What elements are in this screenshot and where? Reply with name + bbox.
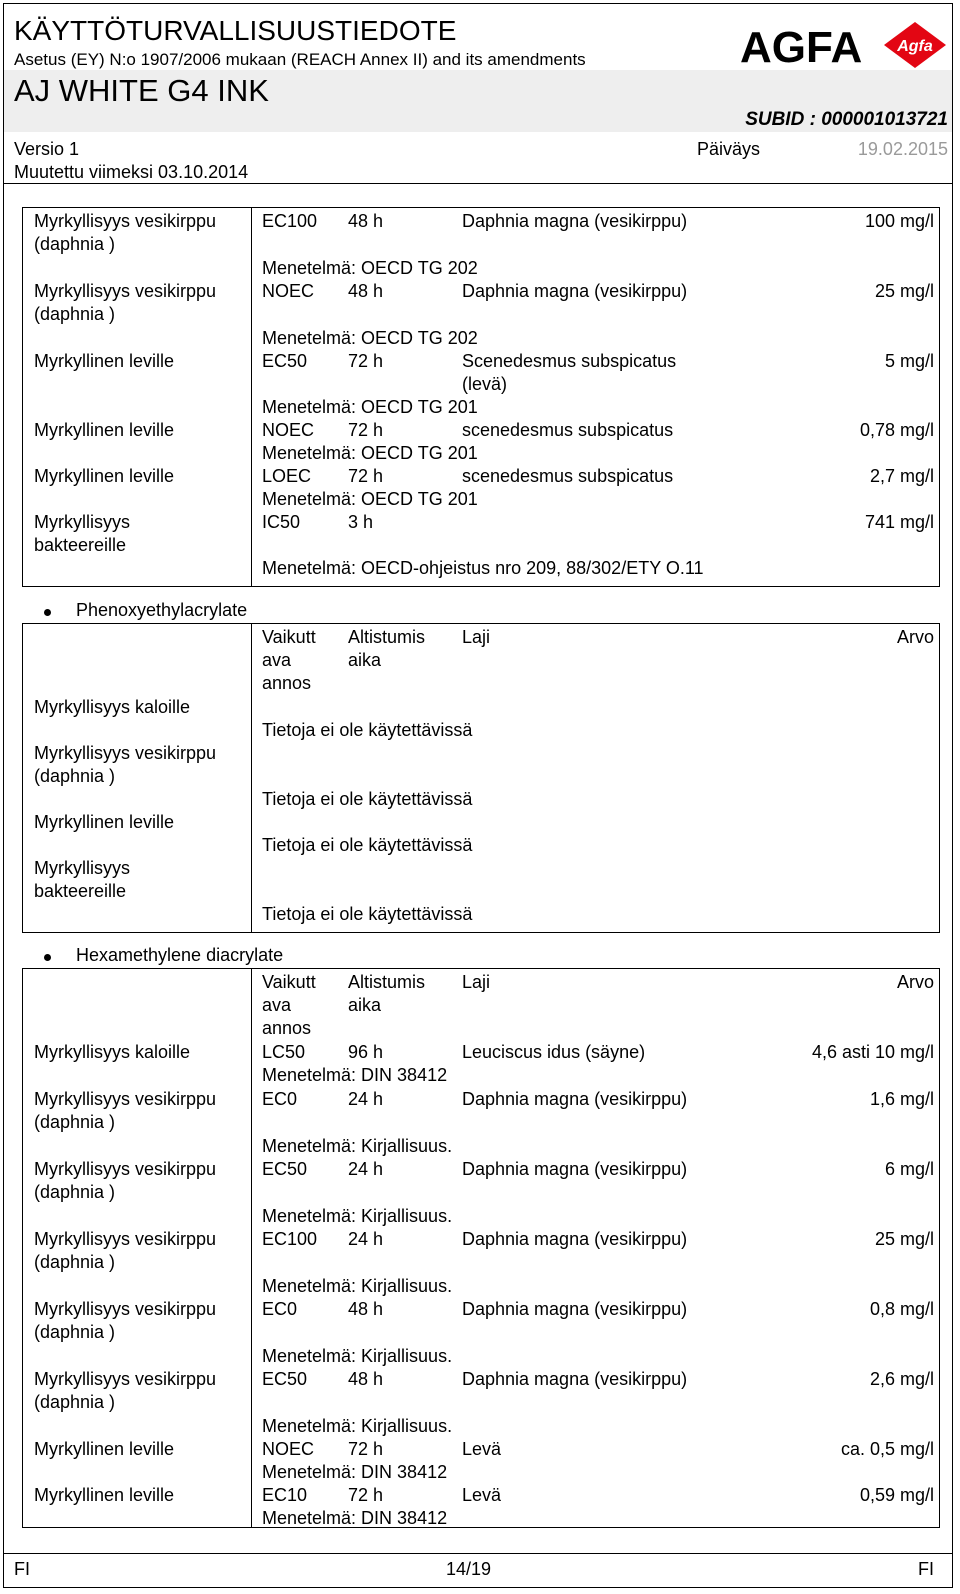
t2-row3-endpoint: Myrkyllinen leville	[34, 812, 175, 832]
t3-row5-type: EC0	[262, 1299, 298, 1319]
t3-row7-species: Levä	[462, 1439, 502, 1459]
t3-header-time: Altistumis	[348, 972, 426, 992]
footer-divider	[4, 1553, 952, 1554]
t1-row3-species-2: (levä)	[462, 374, 508, 394]
t1-row5-time: 72 h	[348, 466, 384, 486]
table-1	[22, 207, 940, 587]
agfa-logo-wordmark: AGFA	[740, 23, 863, 70]
t2-row3-note: Tietoja ei ole käytettävissä	[262, 835, 473, 855]
t3-row6-endpoint: Myrkyllisyys vesikirppu	[34, 1369, 217, 1389]
t3-header-type-2: ava	[262, 995, 292, 1015]
t3-row3-species: Daphnia magna (vesikirppu)	[462, 1159, 688, 1179]
t1-row2-type: NOEC	[262, 281, 315, 301]
t3-row5-time: 48 h	[348, 1299, 384, 1319]
version: Versio 1	[14, 139, 80, 159]
t2-header-type-2: ava	[262, 650, 292, 670]
t1-row4-species: scenedesmus subspicatus	[462, 420, 674, 440]
t3-row3-value: 6 mg/l	[884, 1159, 934, 1179]
t1-row1-value: 100 mg/l	[864, 211, 934, 231]
t3-row5-species: Daphnia magna (vesikirppu)	[462, 1299, 688, 1319]
t2-header-type-3: annos	[262, 673, 312, 693]
t3-row5-method: Menetelmä: Kirjallisuus.	[262, 1346, 453, 1366]
t3-row4-method: Menetelmä: Kirjallisuus.	[262, 1276, 453, 1296]
t3-row2-endpoint-2: (daphnia )	[34, 1112, 116, 1132]
t3-row4-endpoint: Myrkyllisyys vesikirppu	[34, 1229, 217, 1249]
t1-row1-time: 48 h	[348, 211, 384, 231]
t3-row5-endpoint-2: (daphnia )	[34, 1322, 116, 1342]
section-title-hexamethylene-diacrylate: Hexamethylene diacrylate	[76, 945, 284, 965]
t1-row2-endpoint-2: (daphnia )	[34, 304, 116, 324]
section-title-phenoxyethylacrylate: Phenoxyethylacrylate	[76, 600, 248, 620]
t3-row3-type: EC50	[262, 1159, 308, 1179]
t3-row4-type: EC100	[262, 1229, 318, 1249]
t2-header-time: Altistumis	[348, 627, 426, 647]
t3-row2-species: Daphnia magna (vesikirppu)	[462, 1089, 688, 1109]
t3-row5-value: 0,8 mg/l	[869, 1299, 934, 1319]
t2-row2-endpoint: Myrkyllisyys vesikirppu	[34, 743, 217, 763]
t1-row5-species: scenedesmus subspicatus	[462, 466, 674, 486]
t1-row6-type: IC50	[262, 512, 301, 532]
t3-row8-endpoint: Myrkyllinen leville	[34, 1485, 175, 1505]
t3-row2-method: Menetelmä: Kirjallisuus.	[262, 1136, 453, 1156]
footer-language-right: FI	[918, 1559, 934, 1579]
t1-row3-value: 5 mg/l	[884, 351, 934, 371]
t1-row4-type: NOEC	[262, 420, 315, 440]
t1-row4-method: Menetelmä: OECD TG 201	[262, 443, 478, 463]
t3-header-time-2: aika	[348, 995, 382, 1015]
document-title: KÄYTTÖTURVALLISUUSTIEDOTE	[14, 15, 457, 46]
t2-header-time-2: aika	[348, 650, 382, 670]
t1-row2-method: Menetelmä: OECD TG 202	[262, 328, 478, 348]
t1-row4-value: 0,78 mg/l	[859, 420, 934, 440]
footer-page-number: 14/19	[446, 1559, 492, 1579]
t1-row1-type: EC100	[262, 211, 318, 231]
t1-row2-time: 48 h	[348, 281, 384, 301]
t3-row8-species: Levä	[462, 1485, 502, 1505]
t1-row3-method: Menetelmä: OECD TG 201	[262, 397, 478, 417]
t1-row5-method: Menetelmä: OECD TG 201	[262, 489, 478, 509]
t3-row6-value: 2,6 mg/l	[869, 1369, 934, 1389]
t1-row5-value: 2,7 mg/l	[869, 466, 934, 486]
t3-row6-time: 48 h	[348, 1369, 384, 1389]
t3-row8-type: EC10	[262, 1485, 308, 1505]
t3-row1-time: 96 h	[348, 1042, 384, 1062]
t3-row1-type: LC50	[262, 1042, 306, 1062]
t1-row6-endpoint-2: bakteereille	[34, 535, 127, 555]
t3-row8-value: 0,59 mg/l	[859, 1485, 934, 1505]
t3-row3-endpoint: Myrkyllisyys vesikirppu	[34, 1159, 217, 1179]
t1-row4-endpoint: Myrkyllinen leville	[34, 420, 175, 440]
t1-row1-endpoint-2: (daphnia )	[34, 234, 116, 254]
t3-row6-endpoint-2: (daphnia )	[34, 1392, 116, 1412]
t2-row2-endpoint-2: (daphnia )	[34, 766, 116, 786]
t3-row1-species: Leuciscus idus (säyne)	[462, 1042, 646, 1062]
t3-row4-value: 25 mg/l	[874, 1229, 934, 1249]
t3-row7-time: 72 h	[348, 1439, 384, 1459]
t1-row2-value: 25 mg/l	[874, 281, 934, 301]
date-value: 19.02.2015	[857, 139, 948, 159]
t3-row4-endpoint-2: (daphnia )	[34, 1252, 116, 1272]
t2-row4-endpoint: Myrkyllisyys	[34, 858, 130, 878]
t3-row5-endpoint: Myrkyllisyys vesikirppu	[34, 1299, 217, 1319]
t2-header-type: Vaikutt	[262, 627, 316, 647]
t3-row1-endpoint: Myrkyllisyys kaloille	[34, 1042, 191, 1062]
t3-row2-type: EC0	[262, 1089, 298, 1109]
t2-row4-note: Tietoja ei ole käytettävissä	[262, 904, 473, 924]
t3-row2-endpoint: Myrkyllisyys vesikirppu	[34, 1089, 217, 1109]
t3-row7-value: ca. 0,5 mg/l	[840, 1439, 934, 1459]
t3-row7-method: Menetelmä: DIN 38412	[262, 1462, 448, 1482]
t1-row5-endpoint: Myrkyllinen leville	[34, 466, 175, 486]
t3-header-value: Arvo	[896, 972, 934, 992]
t3-row6-type: EC50	[262, 1369, 308, 1389]
table-2	[22, 623, 940, 933]
t1-row3-endpoint: Myrkyllinen leville	[34, 351, 175, 371]
footer-language-left: FI	[14, 1559, 30, 1579]
agfa-logo-badge-text: Agfa	[897, 38, 933, 55]
t2-row1-endpoint: Myrkyllisyys kaloille	[34, 697, 191, 717]
t1-row6-time: 3 h	[348, 512, 374, 532]
t1-row1-endpoint: Myrkyllisyys vesikirppu	[34, 211, 217, 231]
t1-row2-species: Daphnia magna (vesikirppu)	[462, 281, 688, 301]
t3-row7-type: NOEC	[262, 1439, 315, 1459]
t3-row6-method: Menetelmä: Kirjallisuus.	[262, 1416, 453, 1436]
regulation-text: Asetus (EY) N:o 1907/2006 mukaan (REACH Annex II) and its amendments	[14, 50, 586, 69]
subid: SUBID : 000001013721	[745, 109, 948, 130]
date-label: Päiväys	[696, 139, 760, 159]
t1-row6-value: 741 mg/l	[864, 512, 934, 532]
t3-header-type: Vaikutt	[262, 972, 316, 992]
t3-row3-method: Menetelmä: Kirjallisuus.	[262, 1206, 453, 1226]
t3-row3-time: 24 h	[348, 1159, 384, 1179]
t3-row3-endpoint-2: (daphnia )	[34, 1182, 116, 1202]
t1-row6-method: Menetelmä: OECD-ohjeistus nro 209, 88/302/ETY O.11	[262, 558, 704, 578]
t1-row3-time: 72 h	[348, 351, 384, 371]
t1-row5-type: LOEC	[262, 466, 312, 486]
section-bullet	[44, 609, 51, 616]
t1-row3-type: EC50	[262, 351, 308, 371]
t3-header-type-3: annos	[262, 1018, 312, 1038]
t3-row8-time: 72 h	[348, 1485, 384, 1505]
t2-header-value: Arvo	[896, 627, 934, 647]
t1-row3-species: Scenedesmus subspicatus	[462, 351, 677, 371]
t3-row4-time: 24 h	[348, 1229, 384, 1249]
t1-row6-endpoint: Myrkyllisyys	[34, 512, 130, 532]
t3-row2-time: 24 h	[348, 1089, 384, 1109]
t1-row4-time: 72 h	[348, 420, 384, 440]
t2-row2-note: Tietoja ei ole käytettävissä	[262, 789, 473, 809]
t3-row7-endpoint: Myrkyllinen leville	[34, 1439, 175, 1459]
t2-row4-endpoint-2: bakteereille	[34, 881, 127, 901]
t1-row1-species: Daphnia magna (vesikirppu)	[462, 211, 688, 231]
header-divider	[4, 183, 952, 184]
t2-row1-note: Tietoja ei ole käytettävissä	[262, 720, 473, 740]
t1-row2-endpoint: Myrkyllisyys vesikirppu	[34, 281, 217, 301]
t3-row2-value: 1,6 mg/l	[869, 1089, 934, 1109]
t3-row1-value: 4,6 asti 10 mg/l	[811, 1042, 934, 1062]
agfa-logo	[740, 20, 950, 70]
t3-row4-species: Daphnia magna (vesikirppu)	[462, 1229, 688, 1249]
t3-row6-species: Daphnia magna (vesikirppu)	[462, 1369, 688, 1389]
t1-row1-method: Menetelmä: OECD TG 202	[262, 258, 478, 278]
t3-row1-method: Menetelmä: DIN 38412	[262, 1065, 448, 1085]
product-name: AJ WHITE G4 INK	[14, 73, 269, 108]
t2-header-species: Laji	[462, 627, 491, 647]
t3-header-species: Laji	[462, 972, 491, 992]
last-modified: Muutettu viimeksi 03.10.2014	[14, 162, 249, 182]
t3-row8-method: Menetelmä: DIN 38412	[262, 1508, 448, 1528]
section-bullet	[44, 954, 51, 961]
